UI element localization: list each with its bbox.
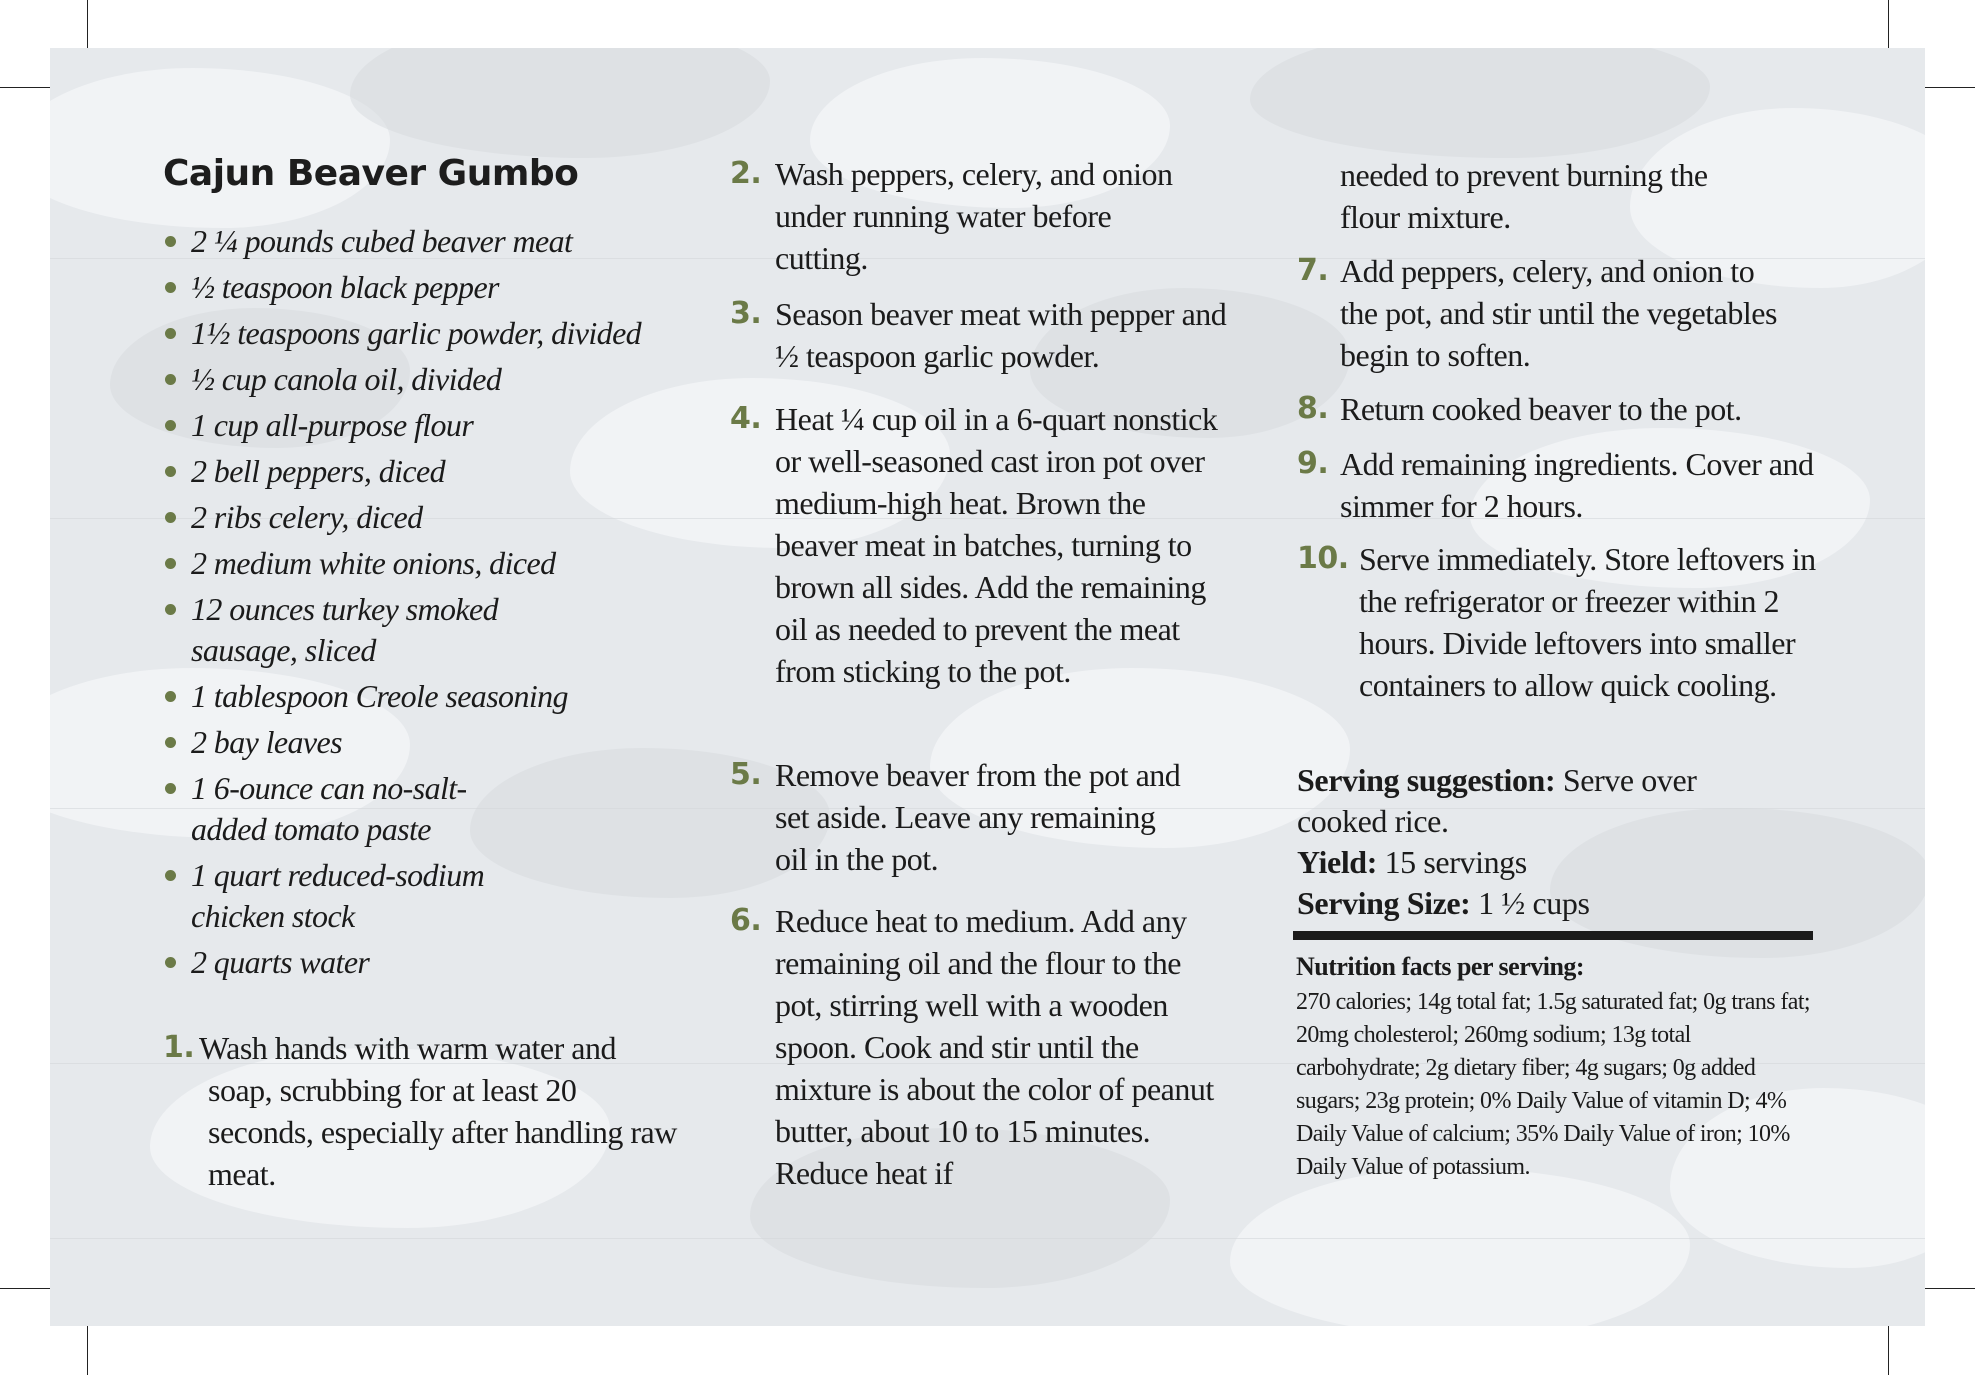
bullet-icon [165,374,176,385]
wood-grain [50,1238,1925,1239]
bullet-icon [165,558,176,569]
ingredient-item: 1 cup all-purpose flour [163,405,723,446]
recipe-title: Cajun Beaver Gumbo [163,153,579,194]
step-5 [730,754,1230,880]
ingredient-item: ½ teaspoon black pepper [163,267,723,308]
ingredient-item: 2 quarts water [163,942,723,983]
bullet-icon [165,466,176,477]
serving-suggestion-label: Serving suggestion: [1297,762,1556,798]
bullet-icon [165,512,176,523]
step-number: 3. [730,296,762,331]
bullet-icon [165,691,176,702]
step-text: Serve immediately. Store leftovers in the refrigerator or freezer within 2 hours. Divide leftovers into smaller containers to allow quick cooling. [1359,541,1816,703]
serving-size [1297,883,1827,924]
ingredient-item: 1 quart reduced-sodium chicken stock [163,855,551,937]
step-text: Heat ¼ cup oil in a 6-quart nonstick or well-seasoned cast iron pot over medium-high heat. Brown the beaver meat in batches, turning to brown all sides. Add the remaining oil as needed to prevent the meat from sticking to the pot. [775,401,1218,689]
step-10 [1297,538,1817,706]
step-text: Reduce heat to medium. Add any remaining oil and the flour to the pot, stirring well with a wooden spoon. Cook and stir until the mixture is about the color of peanut butter, about 10 to 15 minutes. Reduce heat if [775,903,1214,1191]
serving-info [1297,760,1827,924]
step-text: needed to prevent burning the flour mixture. [1340,157,1708,235]
step-text: Remove beaver from the pot and set aside. Leave any remaining oil in the pot. [775,757,1181,877]
ingredient-list [163,221,723,988]
step-text: Return cooked beaver to the pot. [1340,391,1742,427]
bullet-icon [165,328,176,339]
step-6 [730,900,1230,1194]
serving-size-value: 1 ½ cups [1478,885,1590,921]
serving-suggestion-text: Serve over cooked rice. [1297,762,1697,839]
divider [1293,931,1813,940]
ingredient-item: 1½ teaspoons garlic powder, divided [163,313,723,354]
camo-pattern [1250,48,1710,158]
bullet-icon [165,236,176,247]
nutrition-heading: Nutrition facts per serving: [1296,952,1585,981]
ingredient-item: 2 ribs celery, diced [163,497,723,538]
step-number: 8. [1297,391,1329,426]
step-text: Wash peppers, celery, and onion under running water before cutting. [775,156,1173,276]
step-7 [1297,250,1817,376]
step-1 [163,1027,683,1195]
bullet-icon [165,957,176,968]
yield [1297,842,1827,883]
ingredient-item: ½ cup canola oil, divided [163,359,723,400]
bullet-icon [165,604,176,615]
ingredient-item: 1 6-ounce can no-salt-added tomato paste [163,768,521,850]
step-number: 9. [1297,446,1329,481]
recipe-card [50,48,1925,1326]
bullet-icon [165,420,176,431]
step-8 [1297,388,1817,430]
step-6-continued [1297,154,1817,238]
serving-size-label: Serving Size: [1297,885,1471,921]
camo-pattern [350,48,770,158]
step-9 [1297,443,1817,527]
step-number: 6. [730,903,762,938]
step-number: 10. [1297,541,1349,576]
ingredient-item: 2 bell peppers, diced [163,451,723,492]
ingredient-item: 2 medium white onions, diced [163,543,723,584]
step-number: 1. [163,1030,195,1065]
step-text: Add remaining ingredients. Cover and simmer for 2 hours. [1340,446,1814,524]
step-text: Wash hands with warm water and soap, scrubbing for at least 20 seconds, especially after handling raw meat. [199,1030,677,1192]
bullet-icon [165,282,176,293]
step-4 [730,398,1230,692]
step-number: 7. [1297,253,1329,288]
camo-pattern [50,68,390,228]
serving-suggestion [1297,760,1717,842]
step-3 [730,293,1230,377]
nutrition-facts: 270 calories; 14g total fat; 1.5g saturated fat; 0g trans fat; 20mg cholesterol; 260mg sodium; 13g total carbohydrate; 2g dietary fiber; 4g sugars; 0g added sugars; 23g protein; 0% Daily Value of vitamin D; 4% Daily Value of calcium; 35% Daily Value of iron; 10% Daily Value of potassium. [1296,989,1810,1180]
step-text: Season beaver meat with pepper and ½ teaspoon garlic powder. [775,296,1227,374]
camo-pattern [1230,1168,1690,1326]
ingredient-item: 1 tablespoon Creole seasoning [163,676,723,717]
bullet-icon [165,870,176,881]
step-text: Add peppers, celery, and onion to the pot, and stir until the vegetables begin to soften. [1340,253,1777,373]
step-number: 4. [730,401,762,436]
step-2 [730,153,1230,279]
step-number: 5. [730,757,762,792]
ingredient-item: 12 ounces turkey smoked sausage, sliced [163,589,561,671]
step-number: 2. [730,156,762,191]
ingredient-item: 2 ¼ pounds cubed beaver meat [163,221,723,262]
yield-value: 15 servings [1384,844,1527,880]
ingredient-item: 2 bay leaves [163,722,723,763]
yield-label: Yield: [1297,844,1377,880]
bullet-icon [165,737,176,748]
bullet-icon [165,783,176,794]
